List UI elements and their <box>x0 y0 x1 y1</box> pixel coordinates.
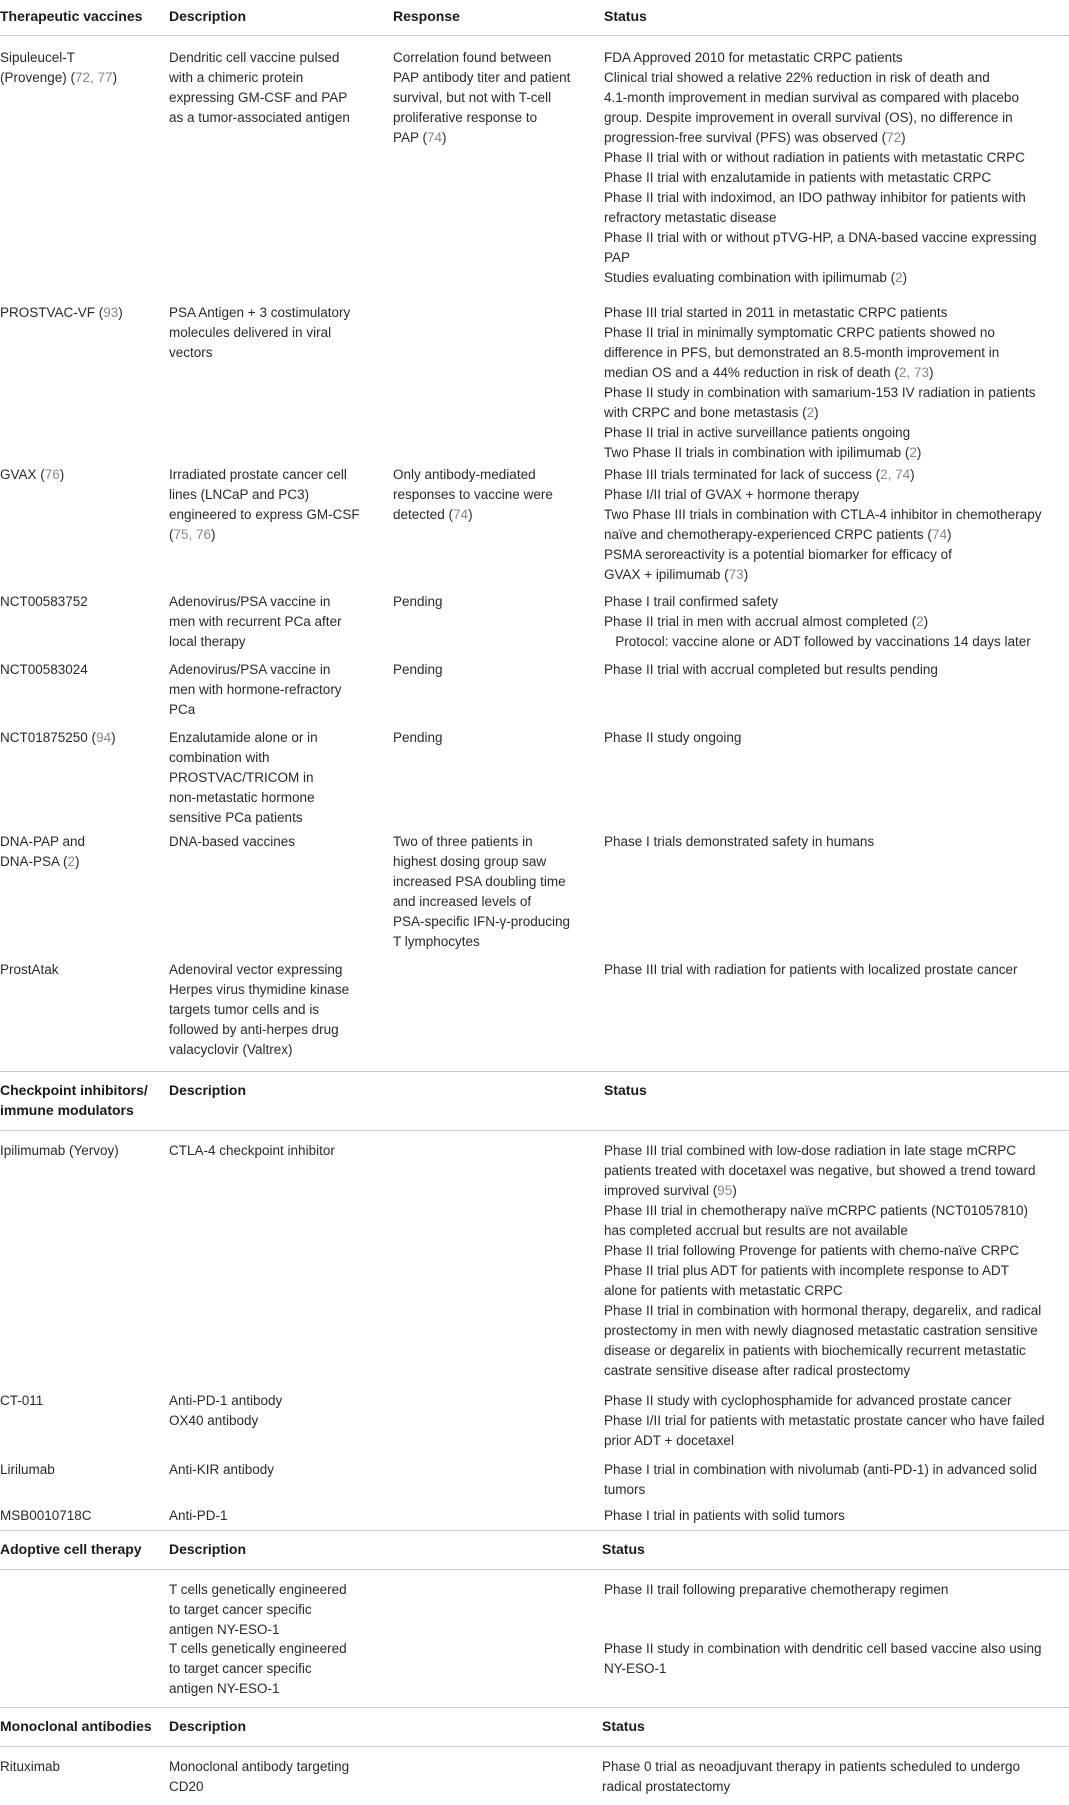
text-line: PAP antibody titer and patient <box>393 70 571 85</box>
name-cell <box>0 1506 160 1526</box>
text-line: to target cancer specific <box>169 1602 312 1617</box>
status-cell <box>604 592 1066 652</box>
text-line: disease or degarelix in patients with biochemically recurrent metastatic <box>604 1343 1026 1358</box>
text-line: Ipilimumab (Yervoy) <box>0 1143 119 1158</box>
citation-ref[interactable]: 94 <box>96 730 112 745</box>
text-line: responses to vaccine were <box>393 487 553 502</box>
text-line: Pending <box>393 662 443 677</box>
text-line: Phase I trial in patients with solid tumors <box>604 1508 845 1523</box>
text-line: Only antibody-mediated <box>393 467 536 482</box>
description-cell <box>169 832 379 852</box>
response-cell <box>393 48 593 148</box>
text-line: NCT01875250 (94) <box>0 730 116 745</box>
section-header-therapeutic-vaccines <box>0 0 1069 36</box>
text-line: targets tumor cells and is <box>169 1002 320 1017</box>
text-line: Phase II trial plus ADT for patients with incomplete response to ADT <box>604 1263 1009 1278</box>
text-line: Anti-PD-1 <box>169 1508 228 1523</box>
column-header: Status <box>602 1718 645 1734</box>
description-cell <box>169 960 379 1060</box>
text-line: PROSTVAC/TRICOM in <box>169 770 314 785</box>
response-cell <box>393 592 593 612</box>
text-line: Clinical trial showed a relative 22% reduction in risk of death and <box>604 70 990 85</box>
text-line: FDA Approved 2010 for metastatic CRPC patients <box>604 50 903 65</box>
text-line: followed by anti-herpes drug <box>169 1022 339 1037</box>
name-cell <box>0 728 160 748</box>
text-line: DNA-based vaccines <box>169 834 296 849</box>
text-line: CD20 <box>169 1779 204 1794</box>
citation-ref[interactable]: 76 <box>44 467 60 482</box>
text-line: PAP <box>604 250 631 265</box>
text-line: with a chimeric protein <box>169 70 304 85</box>
status-cell <box>604 465 1066 585</box>
text-line: lines (LNCaP and PC3) <box>169 487 310 502</box>
text-line: Sipuleucel-T <box>0 50 76 65</box>
column-header: Description <box>169 1082 247 1098</box>
description-cell <box>169 1639 379 1699</box>
text-line: Phase II trial following Provenge for patients with chemo-naïve CRPC <box>604 1243 1019 1258</box>
description-cell <box>169 660 379 720</box>
status-cell <box>604 1141 1066 1381</box>
text-line: PSA-specific IFN-γ-producing <box>393 914 571 929</box>
name-cell <box>0 303 160 323</box>
name-cell <box>0 48 160 88</box>
text-line: (75, 76) <box>169 527 216 542</box>
text-line: Irradiated prostate cancer cell <box>169 467 347 482</box>
text-line: survival, but not with T-cell <box>393 90 552 105</box>
text-line: proliferative response to <box>393 110 538 125</box>
text-line: Protocol: vaccine alone or ADT followed by vaccinations 14 days later <box>604 634 1031 649</box>
column-header: Description <box>169 1718 247 1734</box>
text-line: Phase II trial in minimally symptomatic CRPC patients showed no <box>604 325 995 340</box>
column-header: Checkpoint inhibitors/ immune modulators <box>0 1082 148 1118</box>
name-cell <box>0 1460 160 1480</box>
text-line: CTLA-4 checkpoint inhibitor <box>169 1143 335 1158</box>
text-line: CT-011 <box>0 1393 44 1408</box>
text-line: engineered to express GM-CSF <box>169 507 360 522</box>
text-line: Studies evaluating combination with ipilimumab (2) <box>604 270 908 285</box>
status-cell <box>604 1391 1066 1451</box>
description-cell <box>169 303 379 363</box>
text-line: Enzalutamide alone or in <box>169 730 318 745</box>
text-line: NCT00583752 <box>0 594 88 609</box>
status-cell <box>604 960 1066 980</box>
text-line: Pending <box>393 594 443 609</box>
text-line: naïve and chemotherapy-experienced CRPC patients (74) <box>604 527 952 542</box>
text-line: men with hormone-refractory <box>169 682 342 697</box>
citation-ref[interactable]: 72 <box>886 130 902 145</box>
text-line: Phase II trial with enzalutamide in patients with metastatic CRPC <box>604 170 992 185</box>
text-line: with CRPC and bone metastasis (2) <box>604 405 819 420</box>
text-line: difference in PFS, but demonstrated an 8.5-month improvement in <box>604 345 1000 360</box>
text-line: T cells genetically engineered <box>169 1582 347 1597</box>
status-cell <box>604 48 1066 288</box>
citation-ref[interactable]: 74 <box>427 130 443 145</box>
citation-ref[interactable]: 2 <box>909 445 917 460</box>
citation-ref[interactable]: 2, 73 <box>898 365 929 380</box>
section-header-adoptive-cell-therapy <box>0 1530 1069 1570</box>
description-cell <box>169 592 379 652</box>
description-cell <box>169 465 379 545</box>
text-line: Adenovirus/PSA vaccine in <box>169 662 331 677</box>
text-line: Two Phase III trials in combination with CTLA-4 inhibitor in chemotherapy <box>604 507 1042 522</box>
text-line: Adenovirus/PSA vaccine in <box>169 594 331 609</box>
name-cell <box>0 960 160 980</box>
column-header: Therapeutic vaccines <box>0 8 143 24</box>
text-line: expressing GM-CSF and PAP <box>169 90 348 105</box>
text-line: Correlation found between <box>393 50 552 65</box>
name-cell <box>0 660 160 680</box>
text-line: (Provenge) (72, 77) <box>0 70 118 85</box>
text-line: antigen NY-ESO-1 <box>169 1622 280 1637</box>
text-line: castrate sensitive disease after radical prostectomy <box>604 1363 911 1378</box>
text-line: Phase III trial combined with low-dose radiation in late stage mCRPC <box>604 1143 1016 1158</box>
text-line: Phase I trial in combination with nivolumab (anti-PD-1) in advanced solid <box>604 1462 1037 1477</box>
text-line: GVAX + ipilimumab (73) <box>604 567 749 582</box>
citation-ref[interactable]: 73 <box>728 567 744 582</box>
status-cell <box>604 1460 1066 1500</box>
column-header: Status <box>604 8 647 24</box>
description-cell <box>169 1580 379 1640</box>
name-cell <box>0 592 160 612</box>
text-line: median OS and a 44% reduction in risk of death (2, 73) <box>604 365 934 380</box>
text-line: Two Phase II trials in combination with ipilimumab (2) <box>604 445 922 460</box>
text-line: has completed accrual but results are not available <box>604 1223 908 1238</box>
citation-ref[interactable]: 93 <box>103 305 119 320</box>
text-line: PAP (74) <box>393 130 447 145</box>
text-line: patients treated with docetaxel was negative, but showed a trend toward <box>604 1163 1036 1178</box>
column-header: Response <box>393 8 460 24</box>
text-line: Phase III trials terminated for lack of success (2, 74) <box>604 467 915 482</box>
citation-ref[interactable]: 2 <box>806 405 815 420</box>
description-cell <box>169 1460 379 1480</box>
text-line: as a tumor-associated antigen <box>169 110 350 125</box>
status-cell <box>604 660 1066 680</box>
text-line: local therapy <box>169 634 246 649</box>
description-cell <box>169 1141 379 1161</box>
text-line: Phase I trials demonstrated safety in humans <box>604 834 875 849</box>
text-line: to target cancer specific <box>169 1661 312 1676</box>
name-cell <box>0 465 160 485</box>
text-line: Anti-KIR antibody <box>169 1462 275 1477</box>
text-line: refractory metastatic disease <box>604 210 777 225</box>
text-line: Dendritic cell vaccine pulsed <box>169 50 340 65</box>
citation-ref[interactable]: 2 <box>916 614 924 629</box>
text-line: group. Despite improvement in overall survival (OS), no difference in <box>604 110 1013 125</box>
status-cell <box>604 1580 1066 1600</box>
column-header: Adoptive cell therapy <box>0 1541 142 1557</box>
text-line: alone for patients with metastatic CRPC <box>604 1283 843 1298</box>
text-line: improved survival (95) <box>604 1183 737 1198</box>
text-line: Phase II trial with indoximod, an IDO pathway inhibitor for patients with <box>604 190 1026 205</box>
text-line: and increased levels of <box>393 894 532 909</box>
text-line: DNA-PSA (2) <box>0 854 80 869</box>
status-cell <box>602 1757 1064 1797</box>
text-line: highest dosing group saw <box>393 854 547 869</box>
citation-ref[interactable]: 95 <box>717 1183 733 1198</box>
text-line: Rituximab <box>0 1759 61 1774</box>
citation-ref[interactable]: 74 <box>453 507 469 522</box>
text-line: PROSTVAC-VF (93) <box>0 305 123 320</box>
text-line: prior ADT + docetaxel <box>604 1433 734 1448</box>
text-line: Phase I/II trial of GVAX + hormone therapy <box>604 487 860 502</box>
text-line: Two of three patients in <box>393 834 533 849</box>
text-line: Phase III trial started in 2011 in metastatic CRPC patients <box>604 305 948 320</box>
name-cell <box>0 1141 160 1161</box>
column-header: Status <box>604 1082 647 1098</box>
text-line: OX40 antibody <box>169 1413 259 1428</box>
text-line: Phase II trial in active surveillance patients ongoing <box>604 425 911 440</box>
citation-ref[interactable]: 2 <box>895 270 903 285</box>
text-line: Phase II trial with or without pTVG-HP, a DNA-based vaccine expressing <box>604 230 1037 245</box>
text-line: molecules delivered in viral <box>169 325 332 340</box>
text-line: MSB0010718C <box>0 1508 92 1523</box>
text-line: NCT00583024 <box>0 662 88 677</box>
text-line: T lymphocytes <box>393 934 480 949</box>
response-cell <box>393 660 593 680</box>
citation-ref[interactable]: 74 <box>931 527 947 542</box>
citation-ref[interactable]: 2, 74 <box>880 467 911 482</box>
text-line: Phase II trial in men with accrual almost completed (2) <box>604 614 929 629</box>
text-line: Phase II study in combination with samarium-153 IV radiation in patients <box>604 385 1036 400</box>
text-line: Phase II trial with or without radiation in patients with metastatic CRPC <box>604 150 1025 165</box>
section-header-monoclonal-antibodies <box>0 1707 1069 1747</box>
text-line: Anti-PD-1 antibody <box>169 1393 283 1408</box>
text-line: detected (74) <box>393 507 473 522</box>
citation-ref[interactable]: 72, 77 <box>75 70 113 85</box>
text-line: radical prostatectomy <box>602 1779 731 1794</box>
status-cell <box>604 832 1066 852</box>
name-cell <box>0 832 160 872</box>
text-line: Phase II study with cyclophosphamide for advanced prostate cancer <box>604 1393 1012 1408</box>
status-cell <box>604 303 1066 463</box>
response-cell <box>393 832 593 952</box>
citation-ref[interactable]: 75, 76 <box>173 527 212 542</box>
column-header: Description <box>169 8 247 24</box>
text-line: Phase III trial with radiation for patients with localized prostate cancer <box>604 962 1018 977</box>
text-line: vectors <box>169 345 213 360</box>
text-line: Lirilumab <box>0 1462 55 1477</box>
text-line: Pending <box>393 730 443 745</box>
text-line: DNA-PAP and <box>0 834 86 849</box>
text-line: combination with <box>169 750 270 765</box>
text-line: prostectomy in men with newly diagnosed metastatic castration sensitive <box>604 1323 1038 1338</box>
text-line: Phase I trail confirmed safety <box>604 594 779 609</box>
text-line: Phase II study ongoing <box>604 730 742 745</box>
text-line: PSA Antigen + 3 costimulatory <box>169 305 351 320</box>
text-line: Monoclonal antibody targeting <box>169 1759 350 1774</box>
citation-ref[interactable]: 2 <box>67 854 76 869</box>
text-line: PCa <box>169 702 196 717</box>
text-line: T cells genetically engineered <box>169 1641 347 1656</box>
text-line: Adenoviral vector expressing <box>169 962 343 977</box>
text-line: Phase I/II trial for patients with metastatic prostate cancer who have failed <box>604 1413 1045 1428</box>
text-line: Phase II trial with accrual completed but results pending <box>604 662 938 677</box>
response-cell <box>393 728 593 748</box>
text-line: NY-ESO-1 <box>604 1661 667 1676</box>
status-cell <box>604 728 1066 748</box>
text-line: progression-free survival (PFS) was observed (72) <box>604 130 906 145</box>
name-cell <box>0 1391 160 1411</box>
text-line: non-metastatic hormone <box>169 790 315 805</box>
description-cell <box>169 728 379 828</box>
name-cell <box>0 1757 160 1777</box>
text-line: 4.1-month improvement in median survival as compared with placebo <box>604 90 1019 105</box>
column-header: Status <box>602 1541 645 1557</box>
description-cell <box>169 48 379 128</box>
text-line: ProstAtak <box>0 962 59 977</box>
column-header: Monoclonal antibodies <box>0 1718 152 1734</box>
column-header: Description <box>169 1541 247 1557</box>
text-line: Phase II trial in combination with hormonal therapy, degarelix, and radical <box>604 1303 1042 1318</box>
text-line: PSMA seroreactivity is a potential biomarker for efficacy of <box>604 547 952 562</box>
response-cell <box>393 465 593 525</box>
text-line: Phase 0 trial as neoadjuvant therapy in patients scheduled to undergo <box>602 1759 1021 1774</box>
text-line: antigen NY-ESO-1 <box>169 1681 280 1696</box>
text-line: tumors <box>604 1482 646 1497</box>
status-cell <box>604 1506 1066 1526</box>
description-cell <box>169 1506 379 1526</box>
text-line: Phase II trail following preparative chemotherapy regimen <box>604 1582 949 1597</box>
text-line: Phase II study in combination with dendritic cell based vaccine also using <box>604 1641 1042 1656</box>
text-line: sensitive PCa patients <box>169 810 303 825</box>
text-line: Phase III trial in chemotherapy naïve mCRPC patients (NCT01057810) <box>604 1203 1028 1218</box>
description-cell <box>169 1391 379 1431</box>
text-line: valacyclovir (Valtrex) <box>169 1042 293 1057</box>
text-line: men with recurrent PCa after <box>169 614 342 629</box>
text-line: GVAX (76) <box>0 467 65 482</box>
section-header-checkpoint-inhibitors <box>0 1071 1069 1131</box>
description-cell <box>169 1757 379 1797</box>
text-line: Herpes virus thymidine kinase <box>169 982 350 997</box>
text-line: increased PSA doubling time <box>393 874 566 889</box>
status-cell <box>604 1639 1066 1679</box>
